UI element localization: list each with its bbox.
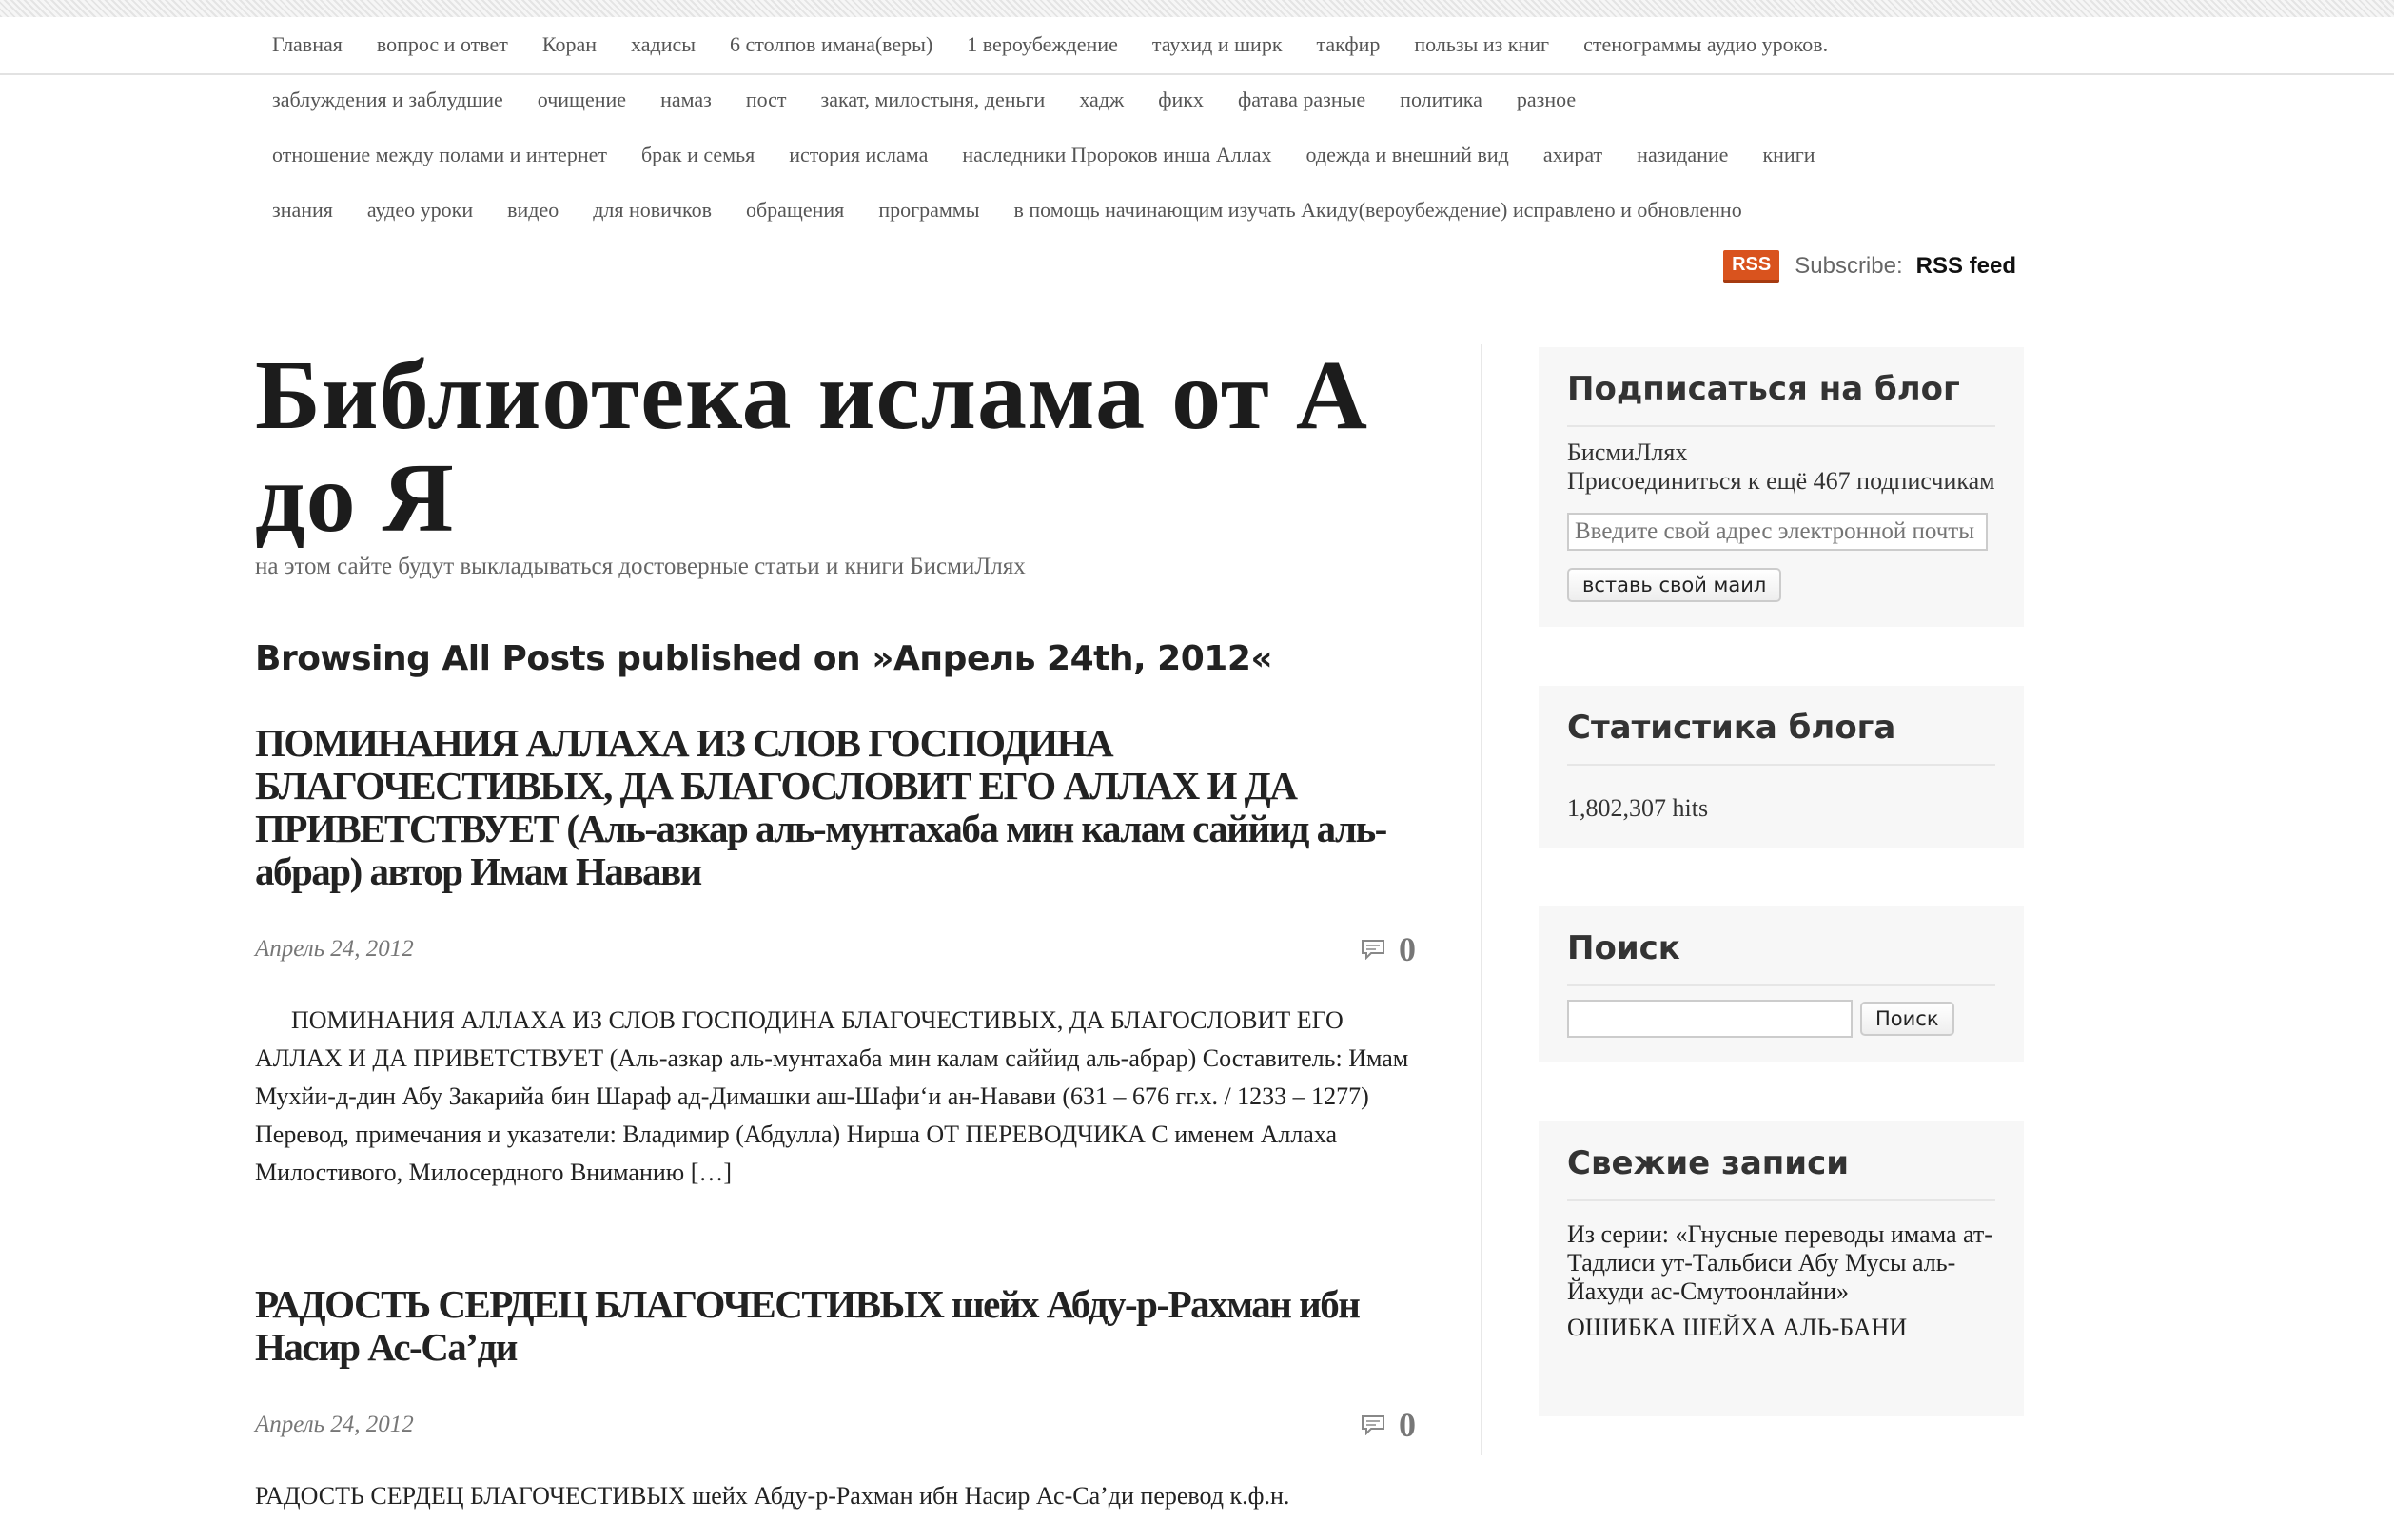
- subscribe-button[interactable]: вставь свой маил: [1567, 568, 1781, 602]
- email-field[interactable]: [1567, 513, 1988, 551]
- nav-item[interactable]: заблуждения и заблудшие: [272, 88, 503, 111]
- rss-subscribe: [1723, 250, 2016, 283]
- nav-item[interactable]: отношение между полами и интернет: [272, 143, 607, 166]
- nav-item[interactable]: книги: [1762, 143, 1815, 166]
- site-title[interactable]: Библиотека ислама от А до Я: [255, 341, 1368, 553]
- post-meta: [255, 929, 1416, 969]
- comment-count[interactable]: 0: [1399, 1406, 1416, 1444]
- sidebar: [1539, 347, 2024, 1416]
- nav-item[interactable]: история ислама: [789, 143, 929, 166]
- stats-widget: [1539, 686, 2024, 848]
- nav-item[interactable]: знания: [272, 198, 333, 222]
- nav-item[interactable]: пост: [745, 88, 787, 111]
- nav-item[interactable]: назидание: [1637, 143, 1729, 166]
- recent-posts-widget: [1539, 1121, 2024, 1416]
- subscribe-widget: [1539, 347, 2024, 627]
- nav-item[interactable]: Коран: [541, 32, 598, 56]
- nav-item[interactable]: хадисы: [631, 32, 697, 56]
- nav-item[interactable]: в помощь начинающим изучать Акиду(вероубеждение) исправлено и обновленно: [1013, 198, 1742, 222]
- post-date: Апрель 24, 2012: [255, 936, 414, 962]
- subscriber-count-text: Присоединиться к ещё 467 подписчикам: [1567, 467, 1995, 495]
- rss-feed-link[interactable]: RSS feed: [1915, 253, 2016, 279]
- nav-item[interactable]: одежда и внешний вид: [1305, 143, 1509, 166]
- recent-post-link[interactable]: ОШИБКА ШЕЙХА АЛЬ-БАНИ: [1567, 1314, 1908, 1341]
- widget-title: Подписаться на блог: [1567, 370, 1995, 427]
- widget-title: Свежие записи: [1567, 1144, 1995, 1201]
- hits-counter: 1,802,307 hits: [1567, 794, 1709, 822]
- comments-link[interactable]: [1361, 929, 1416, 969]
- nav-item[interactable]: фикх: [1158, 88, 1204, 111]
- widget-title: Поиск: [1567, 929, 1995, 986]
- comments-link[interactable]: [1361, 1405, 1416, 1445]
- post-date: Апрель 24, 2012: [255, 1412, 414, 1437]
- subscribe-button-wrap: [1567, 568, 1995, 602]
- search-input[interactable]: [1567, 1000, 1853, 1038]
- post-excerpt: РАДОСТЬ СЕРДЕЦ БЛАГОЧЕСТИВЫХ шейх Абду-р-Рахман ибн Насир Ас-Са’ди перевод к.ф.н.: [255, 1482, 1290, 1510]
- nav-row-2: [272, 72, 2023, 127]
- nav-item[interactable]: 6 столпов имана(веры): [730, 32, 933, 56]
- widget-text: БисмиЛлях: [1567, 439, 1688, 466]
- nav-item[interactable]: политика: [1400, 88, 1482, 111]
- comment-bubble-icon: [1361, 1414, 1385, 1435]
- post-title-link[interactable]: РАДОСТЬ СЕРДЕЦ БЛАГОЧЕСТИВЫХ шейх Абду-р-Рахман ибн Насир Ас-Са’ди: [255, 1282, 1360, 1369]
- nav-item[interactable]: очищение: [537, 88, 627, 111]
- post-item: [255, 1283, 1416, 1515]
- nav-item[interactable]: фатава разные: [1237, 88, 1366, 111]
- nav-item[interactable]: программы: [878, 198, 980, 222]
- nav-item[interactable]: разное: [1516, 88, 1577, 111]
- nav-item[interactable]: пользы из книг: [1414, 32, 1550, 56]
- nav-row-1: [272, 17, 2023, 72]
- nav-item[interactable]: Главная: [272, 32, 343, 56]
- post-meta: [255, 1405, 1416, 1445]
- recent-post-link[interactable]: Из серии: «Гнусные переводы имама ат-Тадлиси ут-Тальбиси Абу Мусы аль-Йахуди ас-Смутоонлайни»: [1567, 1220, 1992, 1305]
- nav-item[interactable]: 1 вероубеждение: [967, 32, 1118, 56]
- search-button[interactable]: Поиск: [1860, 1002, 1954, 1036]
- nav-item[interactable]: таухид и ширк: [1151, 32, 1283, 56]
- comment-bubble-icon: [1361, 939, 1385, 960]
- nav-item[interactable]: намаз: [660, 88, 712, 111]
- main-navigation: [272, 17, 2023, 238]
- post-excerpt: ПОМИНАНИЯ АЛЛАХА ИЗ СЛОВ ГОСПОДИНА БЛАГОЧЕСТИВЫХ, ДА БЛАГОСЛОВИТ ЕГО АЛЛАХ И ДА ПРИВЕТСТВУЕТ (Аль-азкар аль-мунтахаба мин калам саййид аль-абрар) Составитель: Имам Мухйи-д-дин Абу Закарийа бин Шараф ад-Димашки аш-Шафи‘и ан-Навави (631 – 676 гг.х. / 1233 – 1277) Перевод, примечания и указатели: Владимир (Абдулла) Нирша ОТ ПЕРЕВОДЧИКА С именем Аллаха Милостивого, Милосердного Вниманию […]: [255, 1006, 1409, 1186]
- post-item: [255, 722, 1416, 1192]
- main-content: [255, 341, 1416, 1540]
- subscribe-label: Subscribe:: [1795, 253, 1903, 279]
- nav-item[interactable]: наследники Пророков инша Аллах: [962, 143, 1272, 166]
- nav-item[interactable]: такфир: [1316, 32, 1381, 56]
- nav-row-4: [272, 183, 2023, 238]
- top-decorative-stripe: [0, 0, 2394, 17]
- search-form: [1567, 1000, 1995, 1038]
- nav-item[interactable]: хадж: [1079, 88, 1125, 111]
- site-description: на этом сайте будут выкладываться достоверные статьи и книги БисмиЛлях: [255, 554, 1026, 579]
- nav-item[interactable]: закат, милостыня, деньги: [820, 88, 1046, 111]
- comment-count[interactable]: 0: [1399, 930, 1416, 968]
- nav-item[interactable]: вопрос и ответ: [376, 32, 508, 56]
- nav-row-3: [272, 127, 2023, 183]
- column-divider: [1481, 344, 1482, 1455]
- nav-item[interactable]: брак и семья: [640, 143, 755, 166]
- search-widget: [1539, 906, 2024, 1062]
- nav-item[interactable]: для новичков: [593, 198, 712, 222]
- nav-item[interactable]: стенограммы аудио уроков.: [1583, 32, 1829, 56]
- rss-icon[interactable]: RSS: [1723, 250, 1779, 283]
- nav-item[interactable]: обращения: [745, 198, 845, 222]
- post-title-link[interactable]: ПОМИНАНИЯ АЛЛАХА ИЗ СЛОВ ГОСПОДИНА БЛАГОЧЕСТИВЫХ, ДА БЛАГОСЛОВИТ ЕГО АЛЛАХ И ДА ПРИВЕТСТВУЕТ (Аль-азкар аль-мунтахаба мин калам саййид аль-абрар) автор Имам Навави: [255, 721, 1386, 893]
- nav-item[interactable]: аудео уроки: [366, 198, 474, 222]
- nav-item[interactable]: ахират: [1542, 143, 1603, 166]
- nav-item[interactable]: видео: [507, 198, 559, 222]
- archive-heading: Browsing All Posts published on »Апрель 24th, 2012«: [255, 639, 1273, 678]
- widget-title: Статистика блога: [1567, 709, 1995, 766]
